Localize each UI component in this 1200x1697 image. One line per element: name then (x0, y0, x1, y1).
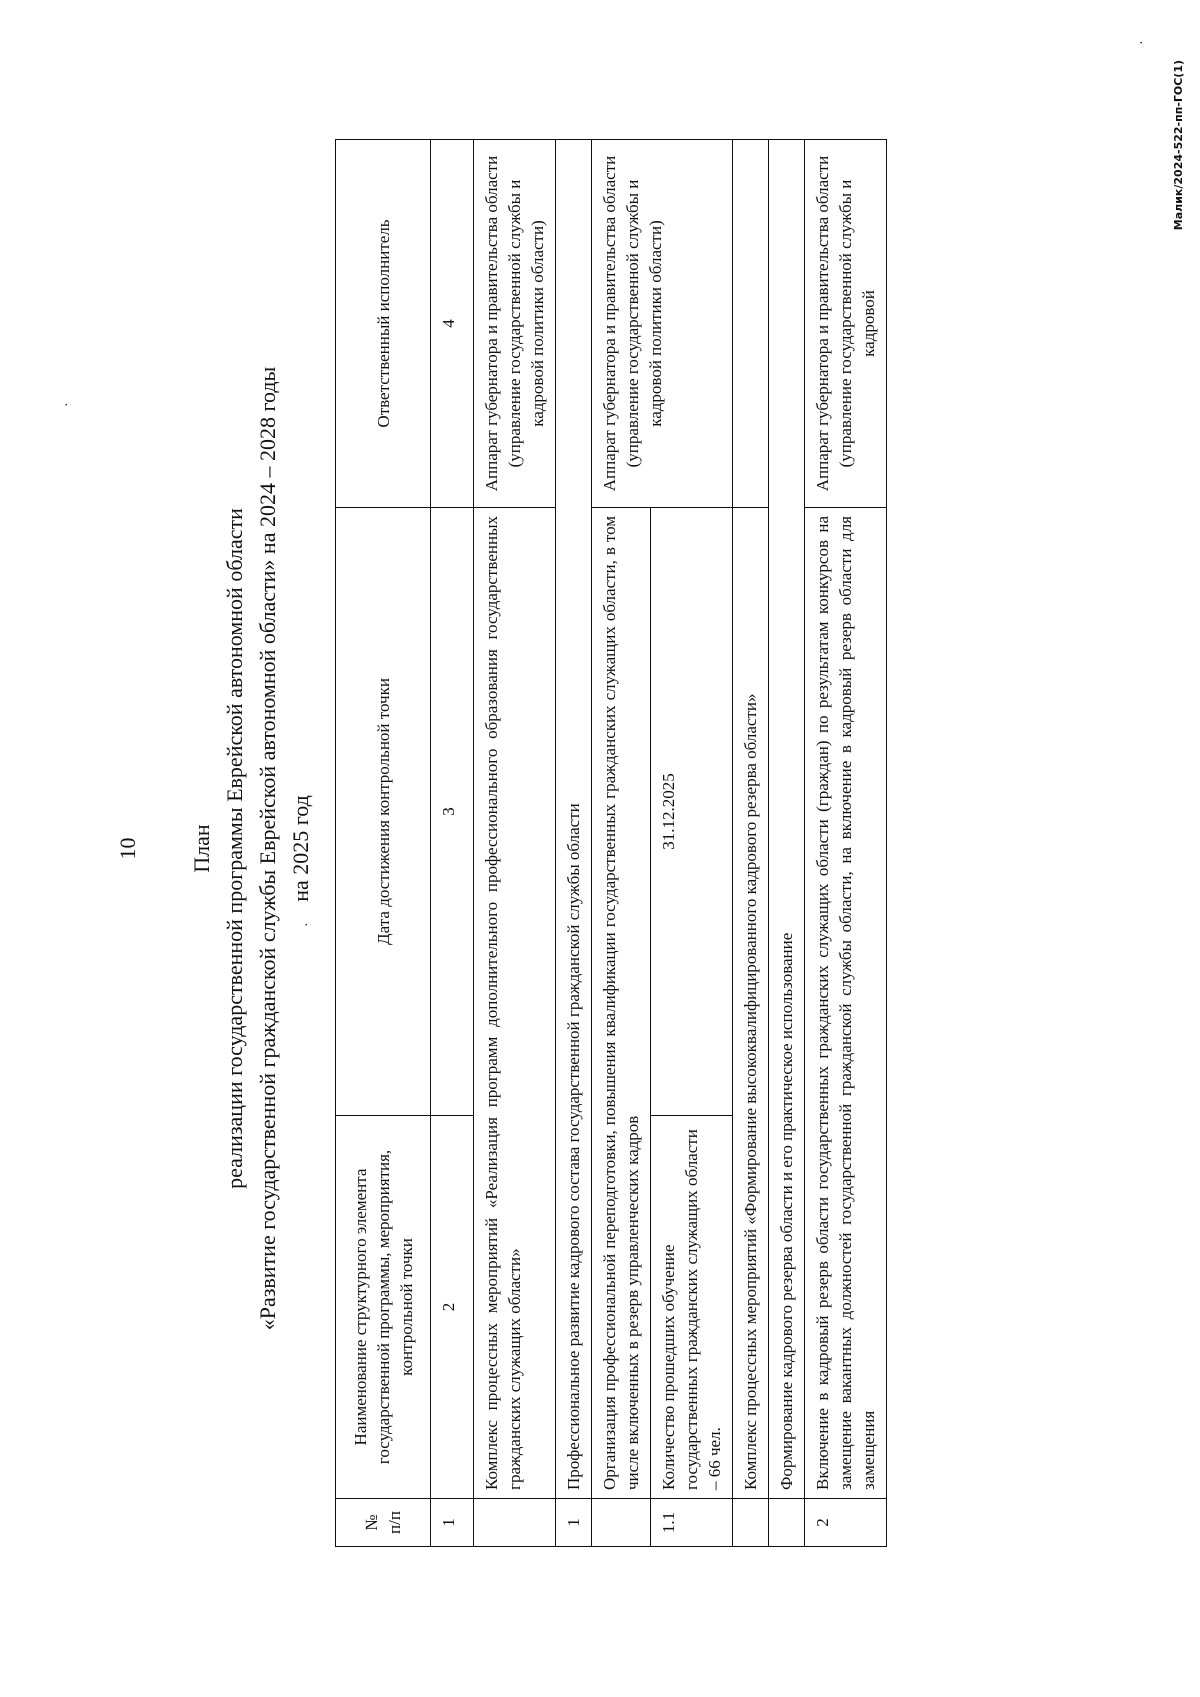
table-row (556, 140, 592, 1547)
scan-speck: · (1135, 40, 1150, 45)
title-line-2: реализации государственной программы Еврейской автономной области (222, 508, 247, 1189)
task-row: Формирование кадрового резерва области и его практическое использование (769, 140, 805, 1499)
control-point-name: Количество прошедших обучение государственных гражданских служащих области – 66 чел. (651, 1116, 733, 1499)
column-number: 1 (431, 1499, 474, 1547)
title-line-3: «Развитие государственной гражданской службы Еврейской автономной области» на 2024 – 2028 годы (255, 366, 280, 1331)
scan-speck: · (300, 922, 315, 927)
row-num-cell: 1 (556, 1499, 592, 1547)
header-date: Дата достижения контрольной точки (336, 508, 431, 1116)
header-num: № п/п (336, 1499, 431, 1547)
executor-cell: Аппарат губернатора и правительства области (управление государственной службы и кадровой политики области) (592, 140, 733, 508)
process-complex-1: Комплекс процессных мероприятий «Реализация программ дополнительного профессионального образования государственных гражданских служащих области» (474, 508, 556, 1499)
table-row (592, 140, 651, 1547)
table-header-row (336, 140, 431, 1547)
header-executor: Ответственный исполнитель (336, 140, 431, 508)
column-number-row (431, 140, 474, 1547)
column-number: 3 (431, 508, 474, 1116)
event-row: Включение в кадровый резерв области государственных гражданских служащих области (граждан) по результатам конкурсов на замещение вакантных должностей государственной гражданской службы области, на включение в кадровый резерв области для замещения (805, 508, 887, 1499)
plan-table (335, 139, 887, 1547)
process-complex-2: Комплекс процессных мероприятий «Формирование высококвалифицированного кадрового резерва области» (733, 508, 769, 1499)
row-num-cell: 1.1 (651, 1499, 733, 1547)
row-num-cell (769, 1499, 805, 1547)
title-line-1: План (189, 824, 214, 873)
table-row (805, 140, 887, 1547)
scan-speck: · (60, 402, 75, 407)
control-point-date: 31.12.2025 (651, 508, 733, 1116)
document-code: Малик/2024-522-пп-ГОС(1) (1172, 60, 1185, 231)
executor-cell (733, 140, 769, 508)
table-row (769, 140, 805, 1547)
title-line-4: на 2025 год (288, 795, 313, 902)
page-number: 10 (115, 837, 140, 860)
row-num-cell (592, 1499, 651, 1547)
event-row: Организация профессиональной переподготовки, повышения квалификации государственных гражданских служащих области, в том числе включенных в резерв управленческих кадров (592, 508, 651, 1499)
executor-cell: Аппарат губернатора и правительства области (управление государственной службы и кадровой политики области) (474, 140, 556, 508)
header-name: Наименование структурного элемента государственной программы, мероприятия, контрольной точки (336, 1116, 431, 1499)
row-num-cell: 2 (805, 1499, 887, 1547)
document-title (185, 0, 317, 1697)
executor-cell: Аппарат губернатора и правительства области (управление государственной службы и кадровой (805, 140, 887, 508)
column-number: 2 (431, 1116, 474, 1499)
column-number: 4 (431, 140, 474, 508)
table-row (733, 140, 769, 1547)
row-num-cell (733, 1499, 769, 1547)
task-row: Профессиональное развитие кадрового состава государственной гражданской службы области (556, 140, 592, 1499)
row-num-cell (474, 1499, 556, 1547)
table-row (474, 140, 556, 1547)
